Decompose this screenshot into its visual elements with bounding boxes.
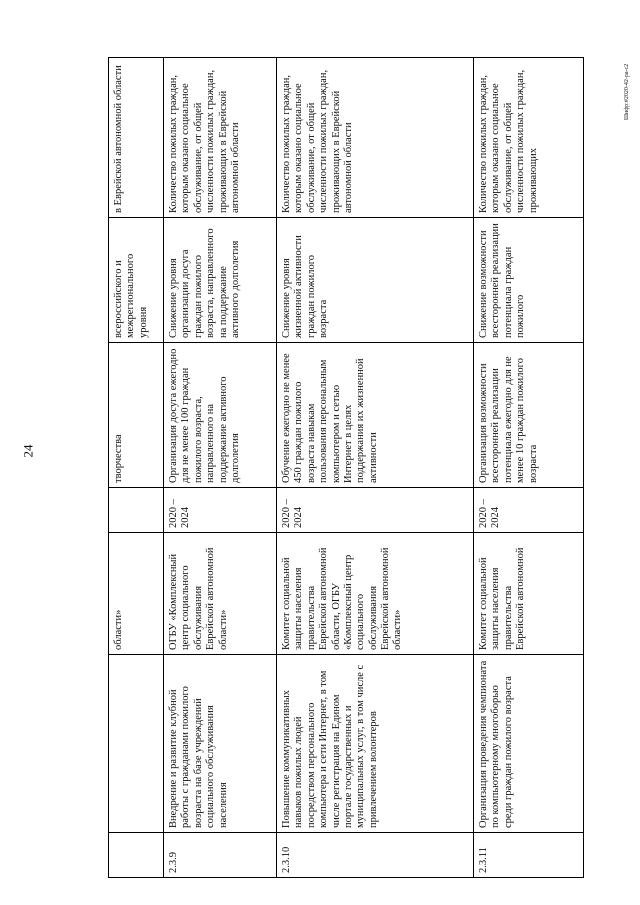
table-row (277, 58, 474, 878)
cell-risk: Снижение уровня жизненной активности граждан пожилого возраста (277, 218, 474, 343)
cell-event: Внедрение и развитие клубной работы с гражданами пожилого возраста на базе учреждений социального обслуживания населения (164, 655, 277, 833)
table-row (474, 58, 584, 878)
cell-period (109, 488, 164, 533)
cell-risk: Снижение уровня организации досуга граждан пожилого возраста, направленного на поддержание активного долголетия (164, 218, 277, 343)
cell-executor: области» (109, 533, 164, 655)
cell-event: Повышение коммуникативных навыков пожилых людей посредством персонального компьютера и сети Интернет, в том числе регистрация на Едином портале государственных и муниципальных услуг, в том числе с привлечением волонтеров (277, 655, 474, 833)
cell-risk: всероссийского и межрегионального уровня (109, 218, 164, 343)
cell-result: Обучение ежегодно не менее 450 граждан пожилого возраста навыкам пользования персональным компьютером и сетью Интернет в целях поддержания их жизненной активности (277, 343, 474, 488)
cell-indicator: Количество пожилых граждан, которым оказано социальное обслуживание, от общей численности пожилых граждан, проживающих в Еврейской автономной области (277, 58, 474, 218)
document-stamp: Шифр:#2020-42-ра-с2 (624, 63, 630, 120)
cell-number: 2.3.11 (474, 833, 584, 878)
cell-period: 2020 – 2024 (164, 488, 277, 533)
cell-indicator: в Еврейской автономной области (109, 58, 164, 218)
cell-period: 2020 – 2024 (474, 488, 584, 533)
cell-result: творчества (109, 343, 164, 488)
cell-risk: Снижение возможности всесторонней реализации потенциала граждан пожилого (474, 218, 584, 343)
cell-event: Организация проведения чемпионата по компьютерному многоборью среди граждан пожилого возраста (474, 655, 584, 833)
cell-executor: Комитет социальной защиты населения правительства Еврейской автономной области, ОГБУ «Комплексный центр социального обслуживания Еврейской автономной области» (277, 533, 474, 655)
cell-executor: Комитет социальной защиты населения правительства Еврейской автономной (474, 533, 584, 655)
cell-number: 2.3.9 (164, 833, 277, 878)
measures-table-wrapper (108, 58, 583, 878)
page-number: 24 (20, 444, 36, 458)
cell-event (109, 655, 164, 833)
table-row (164, 58, 277, 878)
cell-indicator: Количество пожилых граждан, которым оказано социальное обслуживание, от общей численности пожилых граждан, проживающих (474, 58, 584, 218)
cell-result: Организация возможности всесторонней реализации потенциала ежегодно для не менее 10 граждан пожилого возраста (474, 343, 584, 488)
cell-number: 2.3.10 (277, 833, 474, 878)
cell-executor: ОГБУ «Комплексный центр социального обслуживания Еврейской автономной области» (164, 533, 277, 655)
cell-period: 2020 – 2024 (277, 488, 474, 533)
cell-result: Организация досуга ежегодно для не менее 100 граждан пожилого возраста, направленного на поддержание активного долголетия (164, 343, 277, 488)
cell-indicator: Количество пожилых граждан, которым оказано социальное обслуживание, от общей численности пожилых граждан, проживающих в Еврейской автономной области (164, 58, 277, 218)
table-row-continuation (109, 58, 164, 878)
measures-table (108, 57, 584, 878)
cell-number (109, 833, 164, 878)
